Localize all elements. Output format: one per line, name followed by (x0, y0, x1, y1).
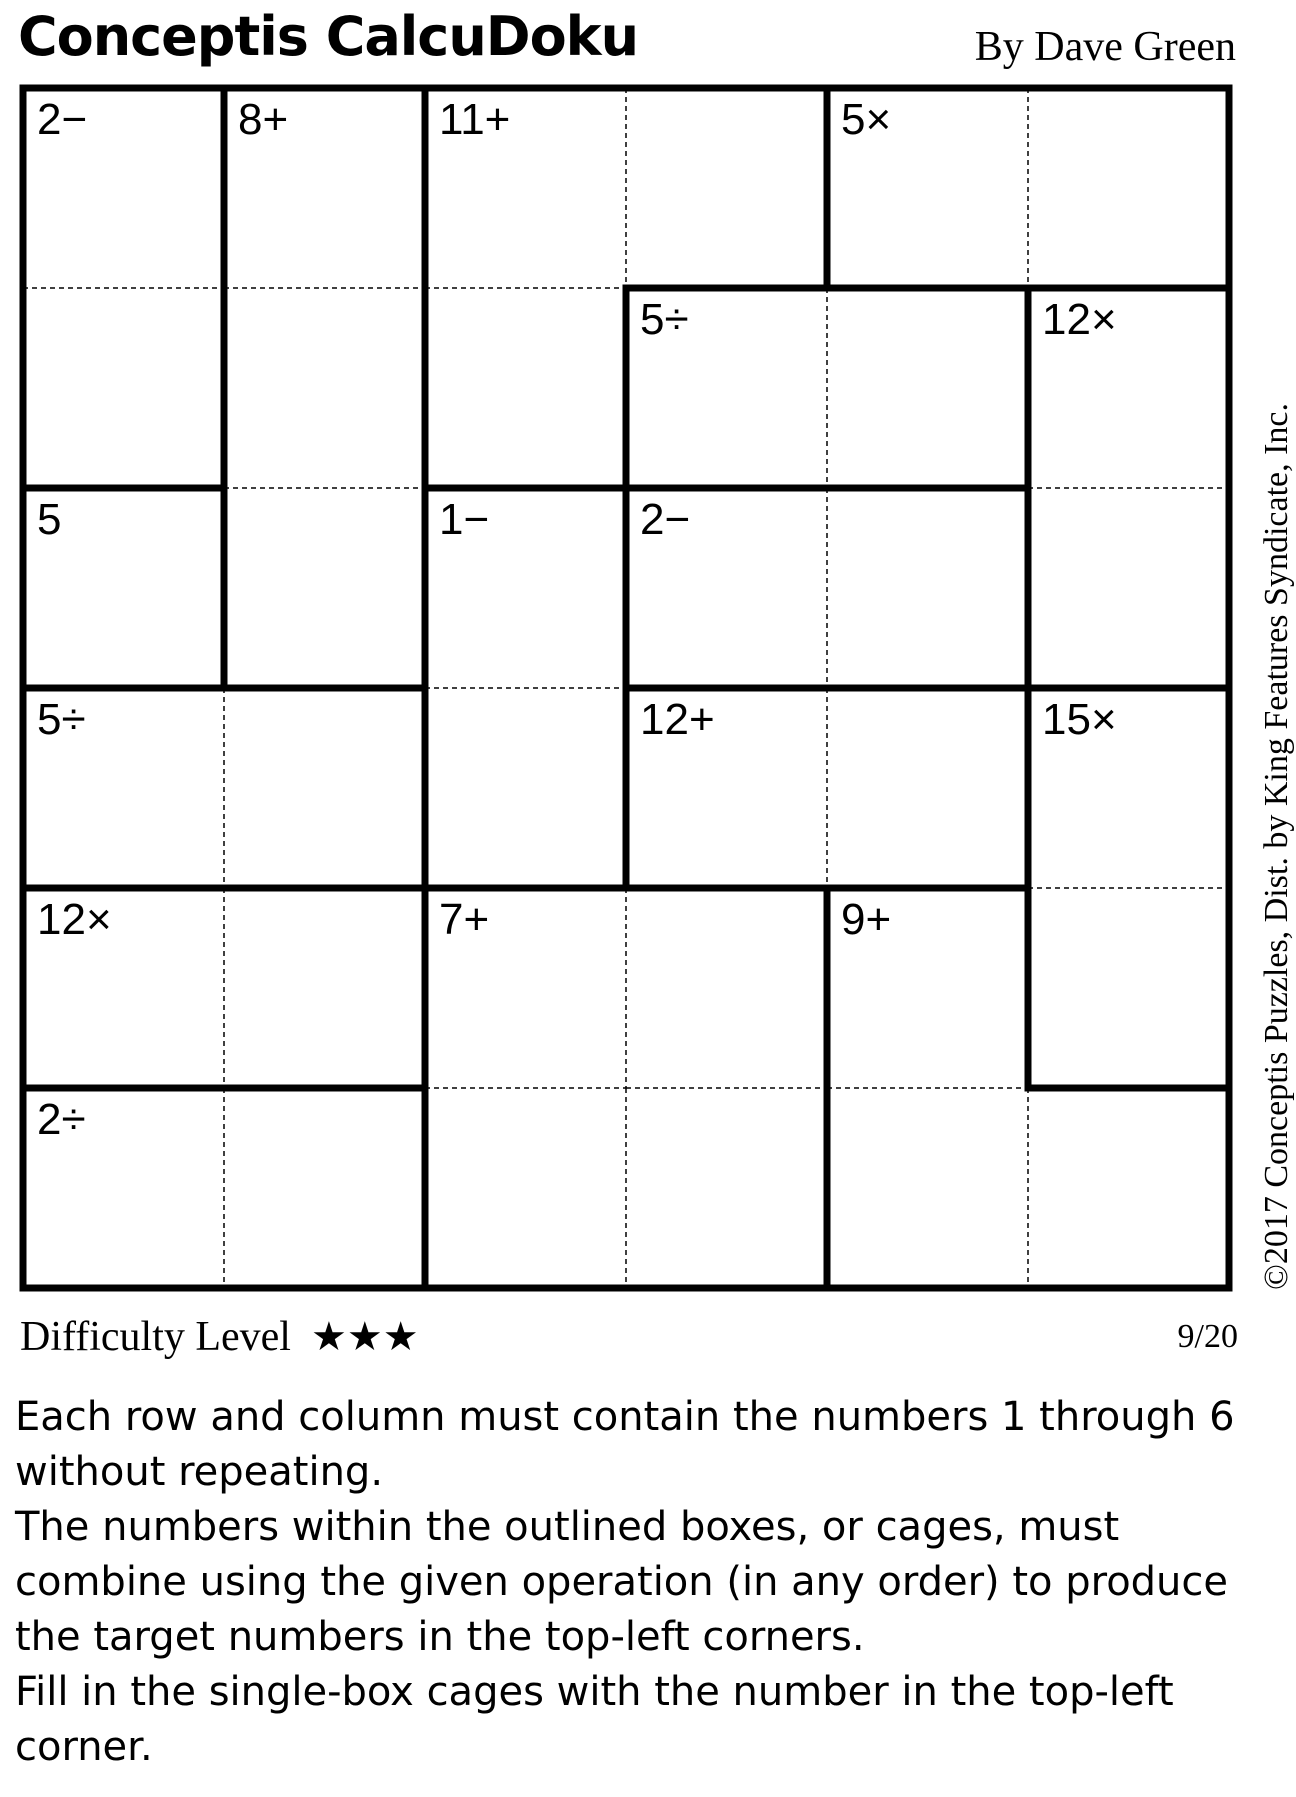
cage-clue: 15× (1042, 695, 1117, 744)
grid-cell[interactable] (626, 488, 827, 688)
grid-cell[interactable] (827, 1088, 1028, 1288)
grid-cell[interactable] (626, 1088, 827, 1288)
grid-cell[interactable] (23, 688, 224, 888)
grid-cell[interactable] (626, 88, 827, 288)
instruction-rule-3: Fill in the single-box cages with the number in the top-left corner. (15, 1669, 1174, 1770)
difficulty-label: Difficulty Level (20, 1314, 291, 1360)
copyright-notice: ©2017 Conceptis Puzzles, Dist. by King Features Syndicate, Inc. (1258, 402, 1295, 1290)
grid-cell[interactable] (1028, 888, 1229, 1088)
grid-cell[interactable] (827, 288, 1028, 488)
grid-cell[interactable] (626, 688, 827, 888)
cage-clue: 12+ (640, 695, 715, 744)
grid-cell[interactable] (827, 888, 1028, 1088)
puzzle-title: Conceptis CalcuDoku (18, 5, 639, 68)
cage-clue: 5× (841, 95, 892, 144)
grid-cell[interactable] (1028, 288, 1229, 488)
grid-cell[interactable] (224, 488, 425, 688)
grid-cell[interactable] (23, 288, 224, 488)
cage-clue: 12× (37, 895, 112, 944)
puzzle-date: 9/20 (1177, 1318, 1238, 1355)
cage-clue: 1− (439, 495, 490, 544)
puzzle-grid (23, 88, 1229, 1288)
difficulty-level (20, 1316, 419, 1358)
grid-cell[interactable] (23, 88, 224, 288)
grid-cell[interactable] (224, 688, 425, 888)
cage-clue: 2÷ (37, 1095, 86, 1144)
grid-cell[interactable] (425, 888, 626, 1088)
grid-cell[interactable] (224, 888, 425, 1088)
grid-cell[interactable] (827, 488, 1028, 688)
difficulty-stars: ★★★ (310, 1314, 419, 1360)
grid-cell[interactable] (827, 88, 1028, 288)
grid-cell[interactable] (425, 488, 626, 688)
grid-cell[interactable] (827, 688, 1028, 888)
grid-cell[interactable] (224, 288, 425, 488)
grid-cell[interactable] (425, 288, 626, 488)
grid-cell[interactable] (1028, 88, 1229, 288)
grid-cell[interactable] (23, 888, 224, 1088)
grid-cell[interactable] (1028, 688, 1229, 888)
cage-clue: 11+ (439, 95, 511, 144)
grid-cell[interactable] (23, 1088, 224, 1288)
grid-cell[interactable] (23, 488, 224, 688)
instruction-rule-2: The numbers within the outlined boxes, or cages, must combine using the given operation (in any order) to produce the target numbers in the top-left corners. (15, 1504, 1229, 1660)
grid-cell[interactable] (224, 1088, 425, 1288)
grid-cell[interactable] (425, 1088, 626, 1288)
cage-clue: 2− (37, 95, 88, 144)
cage-clue: 8+ (238, 95, 289, 144)
instruction-rule-1: Each row and column must contain the numbers 1 through 6 without repeating. (15, 1394, 1235, 1495)
cage-clue: 9+ (841, 895, 892, 944)
grid-cell[interactable] (425, 88, 626, 288)
cage-clue: 7+ (439, 895, 490, 944)
grid-cell[interactable] (626, 888, 827, 1088)
grid-cell[interactable] (1028, 1088, 1229, 1288)
author-byline: By Dave Green (974, 24, 1236, 70)
grid-cell[interactable] (224, 88, 425, 288)
grid-cell[interactable] (1028, 488, 1229, 688)
cage-clue: 12× (1042, 295, 1117, 344)
cage-clue: 2− (640, 495, 691, 544)
grid-cell[interactable] (626, 288, 827, 488)
cage-clue: 5÷ (640, 295, 689, 344)
grid-cell[interactable] (425, 688, 626, 888)
cage-clue: 5÷ (37, 695, 86, 744)
cage-clue: 5 (37, 495, 62, 544)
instructions (15, 1390, 1285, 1775)
